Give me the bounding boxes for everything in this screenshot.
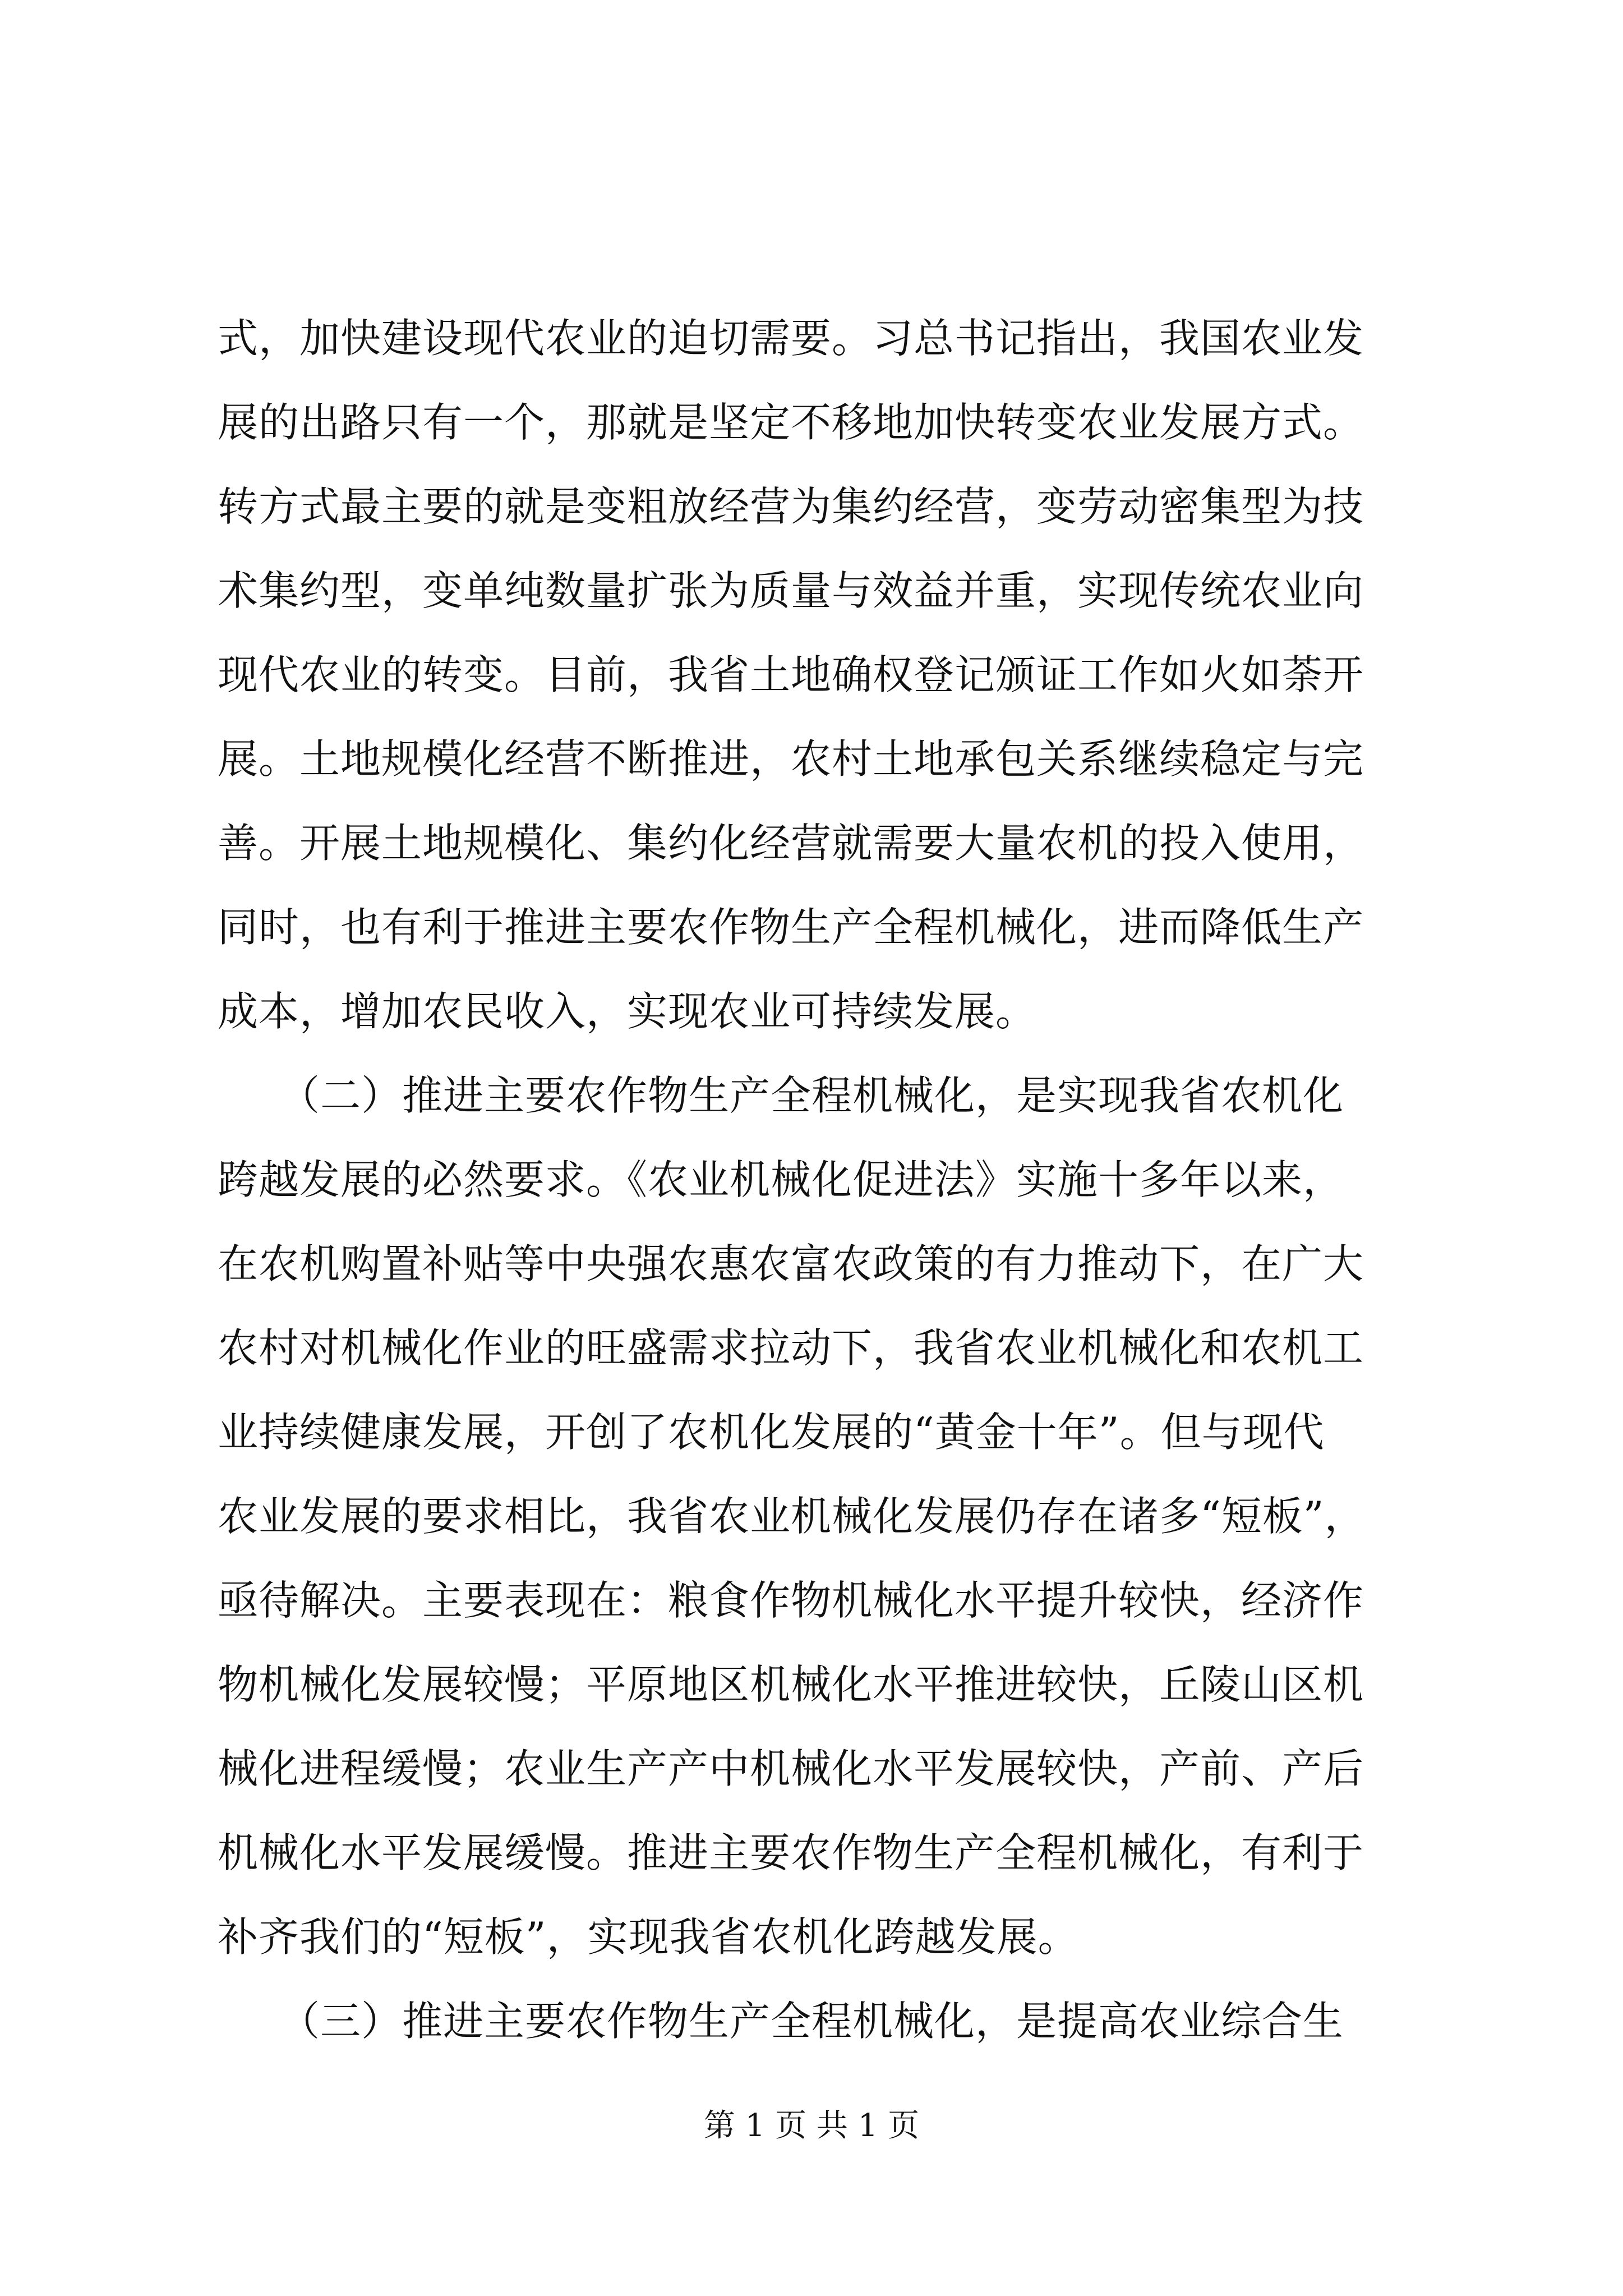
page-footer: 第 1 页 共 1 页 [703, 2108, 920, 2144]
text-line-16: 亟待解决。主要表现在：粮食作物机械化水平提升较快，经济作 [218, 1577, 1364, 1624]
text-line-7: 善。开展土地规模化、集约化经营就需要大量农机的投入使用， [218, 820, 1364, 867]
text-line-15: 农业发展的要求相比，我省农业机械化发展仍存在诸多“短板”， [218, 1493, 1366, 1540]
text-line-19: 机械化水平发展缓慢。推进主要农作物生产全程机械化，有利于 [218, 1829, 1364, 1876]
text-line-17: 物机械化发展较慢；平原地区机械化水平推进较快，丘陵山区机 [218, 1661, 1364, 1708]
text-line-6: 展。土地规模化经营不断推进，农村土地承包关系继续稳定与完 [218, 735, 1364, 783]
text-line-21: （三）推进主要农作物生产全程机械化，是提高农业综合生 [218, 1998, 1344, 2045]
text-line-12: 在农机购置补贴等中央强农惠农富农政策的有力推动下，在广大 [218, 1240, 1364, 1287]
text-line-4: 术集约型，变单纯数量扩张为质量与效益并重，实现传统农业向 [218, 567, 1364, 614]
text-line-3: 转方式最主要的就是变粗放经营为集约经营，变劳动密集型为技 [218, 483, 1364, 530]
text-line-11: 跨越发展的必然要求。《农业机械化促进法》实施十多年以来， [218, 1156, 1344, 1203]
document-body [218, 296, 1418, 2063]
text-line-14: 业持续健康发展，开创了农机化发展的“黄金十年”。但与现代 [218, 1409, 1325, 1456]
text-line-8: 同时，也有利于推进主要农作物生产全程机械化，进而降低生产 [218, 904, 1364, 951]
text-line-2: 展的出路只有一个，那就是坚定不移地加快转变农业发展方式。 [218, 399, 1364, 446]
text-line-18: 械化进程缓慢；农业生产产中机械化水平发展较快，产前、产后 [218, 1745, 1364, 1792]
text-line-10: （二）推进主要农作物生产全程机械化，是实现我省农机化 [218, 1072, 1344, 1119]
text-line-9: 成本，增加农民收入，实现农业可持续发展。 [218, 988, 1037, 1035]
text-line-1: 式，加快建设现代农业的迫切需要。习总书记指出，我国农业发 [218, 315, 1364, 362]
text-line-13: 农村对机械化作业的旺盛需求拉动下，我省农业机械化和农机工 [218, 1324, 1364, 1372]
text-line-20: 补齐我们的“短板”，实现我省农机化跨越发展。 [218, 1913, 1079, 1961]
text-line-5: 现代农业的转变。目前，我省土地确权登记颁证工作如火如荼开 [218, 651, 1364, 698]
